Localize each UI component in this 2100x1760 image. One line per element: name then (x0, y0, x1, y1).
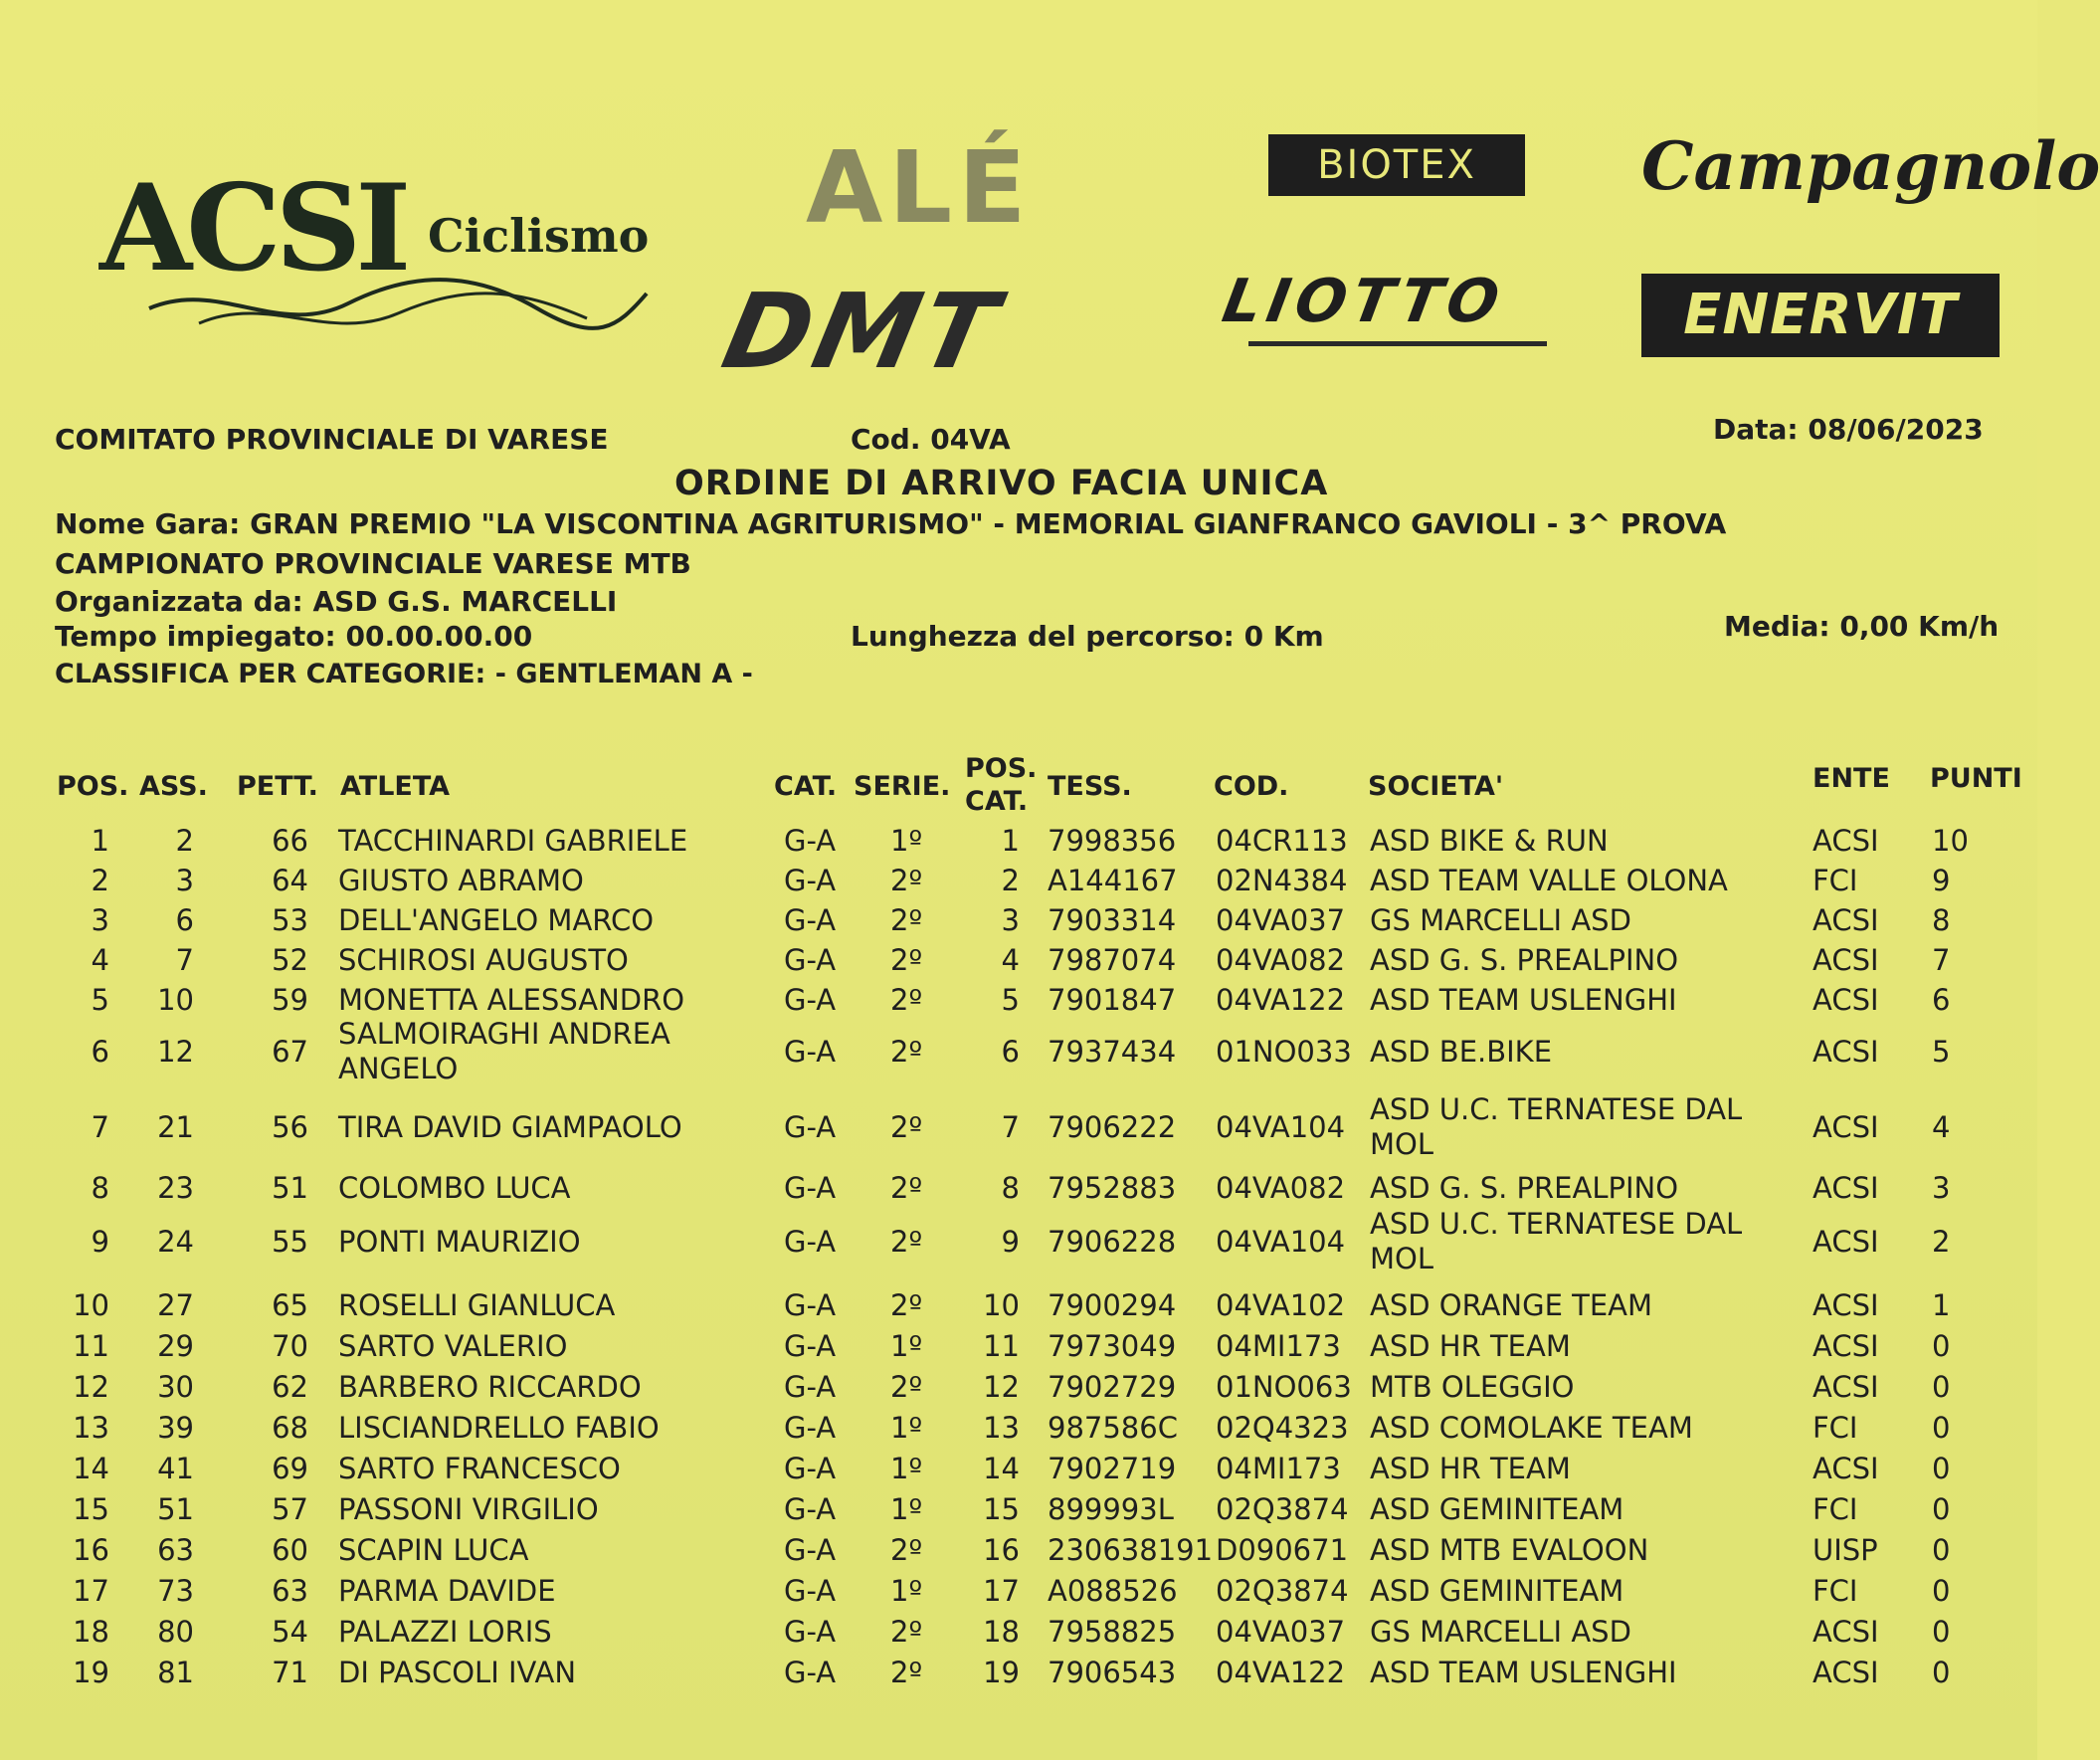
cell-pett: 71 (272, 1656, 308, 1689)
cell-punti: 0 (1932, 1533, 1951, 1567)
cell-ente: ACSI (1813, 1035, 1879, 1069)
cell-societa: ASD G. S. PREALPINO (1370, 943, 1679, 977)
cell-punti: 0 (1932, 1656, 1951, 1689)
col-tess: TESS. (1048, 771, 1132, 802)
cell-tess: 7900294 (1048, 1288, 1177, 1322)
cell-cod: 04VA104 (1216, 1110, 1346, 1144)
cell-ente: ACSI (1813, 1288, 1879, 1322)
code-label: Cod. 04VA (851, 423, 1011, 456)
liotto-logo: LIOTTO (1217, 267, 1510, 336)
cell-ass: 12 (157, 1035, 194, 1069)
cell-cat: G-A (784, 1225, 837, 1259)
cell-cod: 04VA102 (1216, 1288, 1346, 1322)
cell-ass: 3 (175, 864, 194, 897)
date-label: Data: 08/06/2023 (1713, 413, 1984, 446)
ale-logo: ALÉ (806, 129, 1033, 246)
cell-serie: 1º (890, 1452, 923, 1485)
cell-pos: 12 (73, 1370, 109, 1404)
enervit-logo: ENERVIT (1641, 274, 2000, 357)
cell-punti: 10 (1932, 824, 1969, 858)
cell-pett: 57 (272, 1492, 308, 1526)
cell-tess: 7902719 (1048, 1452, 1177, 1485)
cell-serie: 2º (890, 1656, 923, 1689)
cell-atleta-line2: ANGELO (338, 1052, 459, 1085)
cell-pett: 62 (272, 1370, 308, 1404)
cell-punti: 0 (1932, 1411, 1951, 1445)
cell-punti: 4 (1932, 1110, 1951, 1144)
cell-ente: FCI (1813, 1411, 1858, 1445)
cell-cod: 04VA104 (1216, 1225, 1346, 1259)
cell-atleta: TIRA DAVID GIAMPAOLO (338, 1110, 682, 1144)
cell-cod: 04MI173 (1216, 1452, 1341, 1485)
cell-atleta: LISCIANDRELLO FABIO (338, 1411, 660, 1445)
cell-ente: ACSI (1813, 983, 1879, 1017)
cell-poscat: 12 (983, 1370, 1020, 1404)
cell-pos: 11 (73, 1329, 109, 1363)
cell-ass: 29 (157, 1329, 194, 1363)
cell-atleta: SCHIROSI AUGUSTO (338, 943, 629, 977)
cell-tess: 7987074 (1048, 943, 1177, 977)
cell-ente: ACSI (1813, 1225, 1879, 1259)
acsi-logo-sub: Ciclismo (428, 209, 650, 263)
cell-societa: ASD TEAM USLENGHI (1370, 1656, 1677, 1689)
cell-poscat: 8 (1001, 1171, 1020, 1205)
cell-tess: 7958825 (1048, 1615, 1177, 1649)
cell-atleta: DELL'ANGELO MARCO (338, 903, 655, 937)
cell-punti: 3 (1932, 1171, 1951, 1205)
cell-tess: 7903314 (1048, 903, 1177, 937)
col-societa: SOCIETA' (1368, 771, 1504, 802)
cell-punti: 9 (1932, 864, 1951, 897)
cell-cod: 04MI173 (1216, 1329, 1341, 1363)
cell-cod: 02Q3874 (1216, 1492, 1349, 1526)
cell-poscat: 13 (983, 1411, 1020, 1445)
average-label: Media: 0,00 Km/h (1724, 610, 2000, 643)
cell-serie: 2º (890, 1615, 923, 1649)
cell-pett: 52 (272, 943, 308, 977)
cell-serie: 2º (890, 1370, 923, 1404)
cell-serie: 2º (890, 983, 923, 1017)
cell-ente: FCI (1813, 1574, 1858, 1608)
cell-cat: G-A (784, 1574, 837, 1608)
cell-punti: 0 (1932, 1329, 1951, 1363)
cell-ass: 30 (157, 1370, 194, 1404)
cell-ass: 10 (157, 983, 194, 1017)
cell-pos: 9 (91, 1225, 109, 1259)
cell-atleta: PALAZZI LORIS (338, 1615, 552, 1649)
cell-ass: 2 (175, 824, 194, 858)
cell-poscat: 5 (1001, 983, 1020, 1017)
cell-societa: ASD HR TEAM (1370, 1329, 1571, 1363)
cell-atleta: SARTO VALERIO (338, 1329, 568, 1363)
cell-ente: ACSI (1813, 1110, 1879, 1144)
cell-punti: 6 (1932, 983, 1951, 1017)
cell-ass: 6 (175, 903, 194, 937)
cell-pett: 70 (272, 1329, 308, 1363)
cell-cat: G-A (784, 983, 837, 1017)
cell-societa: ASD G. S. PREALPINO (1370, 1171, 1679, 1205)
cell-pos: 18 (73, 1615, 109, 1649)
race-name: Nome Gara: GRAN PREMIO "LA VISCONTINA AGRITURISMO" - MEMORIAL GIANFRANCO GAVIOLI - 3^ PROVA (55, 507, 1727, 540)
col-pett: PETT. (237, 771, 318, 802)
cell-poscat: 9 (1001, 1225, 1020, 1259)
acsi-logo (99, 158, 650, 328)
cell-societa-line2: MOL (1370, 1242, 1434, 1275)
cell-cat: G-A (784, 1615, 837, 1649)
cell-ass: 81 (157, 1656, 194, 1689)
cell-atleta: SCAPIN LUCA (338, 1533, 529, 1567)
cell-cod: 02N4384 (1216, 864, 1348, 897)
length-label: Lunghezza del percorso: 0 Km (851, 620, 1324, 653)
cell-punti: 0 (1932, 1615, 1951, 1649)
cell-pos: 6 (91, 1035, 109, 1069)
cell-ass: 73 (157, 1574, 194, 1608)
category-label: CLASSIFICA PER CATEGORIE: - GENTLEMAN A - (55, 659, 753, 689)
cell-societa: ASD GEMINITEAM (1370, 1492, 1624, 1526)
cell-poscat: 19 (983, 1656, 1020, 1689)
cell-cod: 04VA037 (1216, 903, 1346, 937)
championship-label: CAMPIONATO PROVINCIALE VARESE MTB (55, 547, 691, 580)
col-ente: ENTE (1813, 763, 1890, 794)
cell-ente: ACSI (1813, 824, 1879, 858)
cell-cod: 01NO033 (1216, 1035, 1352, 1069)
cell-ass: 80 (157, 1615, 194, 1649)
cell-poscat: 2 (1001, 864, 1020, 897)
cell-punti: 0 (1932, 1370, 1951, 1404)
cell-societa: ASD ORANGE TEAM (1370, 1288, 1653, 1322)
cell-tess: 7906222 (1048, 1110, 1177, 1144)
cell-pett: 68 (272, 1411, 308, 1445)
cell-cod: 04VA082 (1216, 1171, 1346, 1205)
cell-societa: GS MARCELLI ASD (1370, 903, 1631, 937)
cell-pos: 19 (73, 1656, 109, 1689)
cell-ass: 24 (157, 1225, 194, 1259)
cell-cat: G-A (784, 1110, 837, 1144)
cell-pett: 64 (272, 864, 308, 897)
campagnolo-logo: Campagnolo (1641, 127, 2100, 205)
cell-pos: 16 (73, 1533, 109, 1567)
cell-punti: 0 (1932, 1574, 1951, 1608)
cell-tess: 899993L (1048, 1492, 1174, 1526)
cell-pos: 10 (73, 1288, 109, 1322)
cell-cat: G-A (784, 1492, 837, 1526)
cell-ente: FCI (1813, 1492, 1858, 1526)
cell-poscat: 4 (1001, 943, 1020, 977)
cell-societa: ASD COMOLAKE TEAM (1370, 1411, 1693, 1445)
cell-societa: ASD MTB EVALOON (1370, 1533, 1649, 1567)
cell-poscat: 1 (1001, 824, 1020, 858)
cell-poscat: 7 (1001, 1110, 1020, 1144)
cell-poscat: 6 (1001, 1035, 1020, 1069)
cell-poscat: 11 (983, 1329, 1020, 1363)
cell-ass: 27 (157, 1288, 194, 1322)
cell-societa: ASD U.C. TERNATESE DAL (1370, 1092, 1743, 1126)
cell-ass: 7 (175, 943, 194, 977)
cell-ente: ACSI (1813, 943, 1879, 977)
cell-serie: 1º (890, 1329, 923, 1363)
cell-pett: 69 (272, 1452, 308, 1485)
cell-societa: ASD BE.BIKE (1370, 1035, 1553, 1069)
cell-atleta: PASSONI VIRGILIO (338, 1492, 599, 1526)
cell-tess: 7902729 (1048, 1370, 1177, 1404)
cell-serie: 2º (890, 864, 923, 897)
cell-ente: ACSI (1813, 1171, 1879, 1205)
cell-pos: 4 (91, 943, 109, 977)
col-punti: PUNTI (1930, 763, 2022, 794)
cell-ente: ACSI (1813, 903, 1879, 937)
cell-atleta: PARMA DAVIDE (338, 1574, 556, 1608)
cell-societa: ASD TEAM VALLE OLONA (1370, 864, 1728, 897)
cell-cod: 02Q4323 (1216, 1411, 1349, 1445)
cell-ente: ACSI (1813, 1656, 1879, 1689)
cell-pos: 14 (73, 1452, 109, 1485)
dmt-logo: DMT (713, 271, 1011, 392)
cell-cat: G-A (784, 903, 837, 937)
cell-pos: 13 (73, 1411, 109, 1445)
cell-atleta: DI PASCOLI IVAN (338, 1656, 577, 1689)
cell-pett: 56 (272, 1110, 308, 1144)
cell-atleta: MONETTA ALESSANDRO (338, 983, 685, 1017)
cell-tess: 7973049 (1048, 1329, 1177, 1363)
cell-punti: 7 (1932, 943, 1951, 977)
cell-societa: GS MARCELLI ASD (1370, 1615, 1631, 1649)
cell-ente: ACSI (1813, 1452, 1879, 1485)
cell-serie: 1º (890, 824, 923, 858)
cell-punti: 8 (1932, 903, 1951, 937)
col-atleta: ATLETA (340, 771, 451, 802)
cell-cat: G-A (784, 1533, 837, 1567)
cell-atleta: BARBERO RICCARDO (338, 1370, 642, 1404)
cell-ass: 21 (157, 1110, 194, 1144)
cell-serie: 2º (890, 1533, 923, 1567)
cell-tess: A144167 (1048, 864, 1178, 897)
cell-pos: 8 (91, 1171, 109, 1205)
cell-pett: 51 (272, 1171, 308, 1205)
page-title: ORDINE DI ARRIVO FACIA UNICA (674, 464, 1329, 503)
cell-societa: ASD GEMINITEAM (1370, 1574, 1624, 1608)
cell-poscat: 16 (983, 1533, 1020, 1567)
cell-pos: 1 (91, 824, 109, 858)
cell-tess: 7998356 (1048, 824, 1177, 858)
cell-atleta: SALMOIRAGHI ANDREA (338, 1017, 670, 1051)
cell-tess: 230638191 (1048, 1533, 1214, 1567)
cell-cat: G-A (784, 1171, 837, 1205)
cell-ente: ACSI (1813, 1615, 1879, 1649)
cell-punti: 1 (1932, 1288, 1951, 1322)
cell-poscat: 14 (983, 1452, 1020, 1485)
cell-punti: 0 (1932, 1492, 1951, 1526)
cell-atleta: PONTI MAURIZIO (338, 1225, 581, 1259)
cell-societa: ASD U.C. TERNATESE DAL (1370, 1207, 1743, 1241)
col-poscat-2: CAT. (965, 786, 1029, 817)
cell-pett: 54 (272, 1615, 308, 1649)
cell-atleta: GIUSTO ABRAMO (338, 864, 584, 897)
cell-societa: ASD HR TEAM (1370, 1452, 1571, 1485)
cell-pett: 60 (272, 1533, 308, 1567)
col-ass: ASS. (139, 771, 208, 802)
cell-ass: 41 (157, 1452, 194, 1485)
cell-poscat: 17 (983, 1574, 1020, 1608)
cell-serie: 1º (890, 1411, 923, 1445)
cell-tess: A088526 (1048, 1574, 1178, 1608)
cell-societa: ASD BIKE & RUN (1370, 824, 1609, 858)
cell-ente: ACSI (1813, 1329, 1879, 1363)
cell-cod: 04VA037 (1216, 1615, 1346, 1649)
cell-societa: MTB OLEGGIO (1370, 1370, 1575, 1404)
time-label: Tempo impiegato: 00.00.00.00 (55, 620, 533, 653)
cell-serie: 2º (890, 1035, 923, 1069)
organizer-label: Organizzata da: ASD G.S. MARCELLI (55, 585, 618, 618)
cell-atleta: COLOMBO LUCA (338, 1171, 571, 1205)
col-serie: SERIE. (854, 771, 951, 802)
cell-societa: ASD TEAM USLENGHI (1370, 983, 1677, 1017)
col-poscat-1: POS. (965, 753, 1038, 784)
cell-pos: 7 (91, 1110, 109, 1144)
cell-tess: 7901847 (1048, 983, 1177, 1017)
cell-pos: 5 (91, 983, 109, 1017)
cell-pos: 15 (73, 1492, 109, 1526)
cell-serie: 2º (890, 1110, 923, 1144)
cell-cat: G-A (784, 1452, 837, 1485)
cell-punti: 2 (1932, 1225, 1951, 1259)
cell-serie: 2º (890, 1288, 923, 1322)
cell-poscat: 10 (983, 1288, 1020, 1322)
cell-pett: 67 (272, 1035, 308, 1069)
cell-cat: G-A (784, 1329, 837, 1363)
cell-cod: 01NO063 (1216, 1370, 1352, 1404)
cell-pett: 59 (272, 983, 308, 1017)
cell-tess: 987586C (1048, 1411, 1178, 1445)
cell-tess: 7952883 (1048, 1171, 1177, 1205)
cell-tess: 7906543 (1048, 1656, 1177, 1689)
cell-ass: 63 (157, 1533, 194, 1567)
cell-punti: 0 (1932, 1452, 1951, 1485)
cell-pett: 65 (272, 1288, 308, 1322)
cell-cod: 02Q3874 (1216, 1574, 1349, 1608)
cell-pos: 17 (73, 1574, 109, 1608)
cell-ente: ACSI (1813, 1370, 1879, 1404)
cell-cod: 04VA082 (1216, 943, 1346, 977)
cell-cod: D090671 (1216, 1533, 1349, 1567)
cell-serie: 1º (890, 1492, 923, 1526)
cell-pett: 55 (272, 1225, 308, 1259)
cell-pett: 53 (272, 903, 308, 937)
cell-cat: G-A (784, 1370, 837, 1404)
cell-pos: 3 (91, 903, 109, 937)
cell-cat: G-A (784, 1656, 837, 1689)
cell-cod: 04CR113 (1216, 824, 1348, 858)
cell-serie: 2º (890, 1171, 923, 1205)
cell-atleta: TACCHINARDI GABRIELE (338, 824, 688, 858)
col-pos: POS. (57, 771, 129, 802)
cell-poscat: 3 (1001, 903, 1020, 937)
cell-ente: FCI (1813, 864, 1858, 897)
cell-serie: 2º (890, 943, 923, 977)
cell-cat: G-A (784, 943, 837, 977)
cell-tess: 7906228 (1048, 1225, 1177, 1259)
cell-societa-line2: MOL (1370, 1127, 1434, 1161)
cell-serie: 2º (890, 903, 923, 937)
cell-atleta: SARTO FRANCESCO (338, 1452, 621, 1485)
cell-cat: G-A (784, 824, 837, 858)
cell-atleta: ROSELLI GIANLUCA (338, 1288, 616, 1322)
cell-serie: 2º (890, 1225, 923, 1259)
cell-poscat: 18 (983, 1615, 1020, 1649)
cell-cod: 04VA122 (1216, 1656, 1346, 1689)
cell-pett: 66 (272, 824, 308, 858)
cell-ente: UISP (1813, 1533, 1878, 1567)
cell-serie: 1º (890, 1574, 923, 1608)
cell-punti: 5 (1932, 1035, 1951, 1069)
cell-poscat: 15 (983, 1492, 1020, 1526)
cell-cat: G-A (784, 1035, 837, 1069)
committee-label: COMITATO PROVINCIALE DI VARESE (55, 423, 609, 456)
acsi-logo-text: ACSI (99, 158, 406, 298)
biotex-logo: BIOTEX (1268, 134, 1525, 196)
cell-ass: 51 (157, 1492, 194, 1526)
cell-cat: G-A (784, 864, 837, 897)
col-cat: CAT. (774, 771, 838, 802)
cell-cod: 04VA122 (1216, 983, 1346, 1017)
cell-ass: 39 (157, 1411, 194, 1445)
cell-tess: 7937434 (1048, 1035, 1177, 1069)
cell-cat: G-A (784, 1411, 837, 1445)
cell-pos: 2 (91, 864, 109, 897)
col-cod: COD. (1214, 771, 1289, 802)
liotto-underline (1248, 341, 1547, 346)
cell-ass: 23 (157, 1171, 194, 1205)
cell-cat: G-A (784, 1288, 837, 1322)
acsi-swirl-icon (139, 269, 657, 338)
cell-pett: 63 (272, 1574, 308, 1608)
